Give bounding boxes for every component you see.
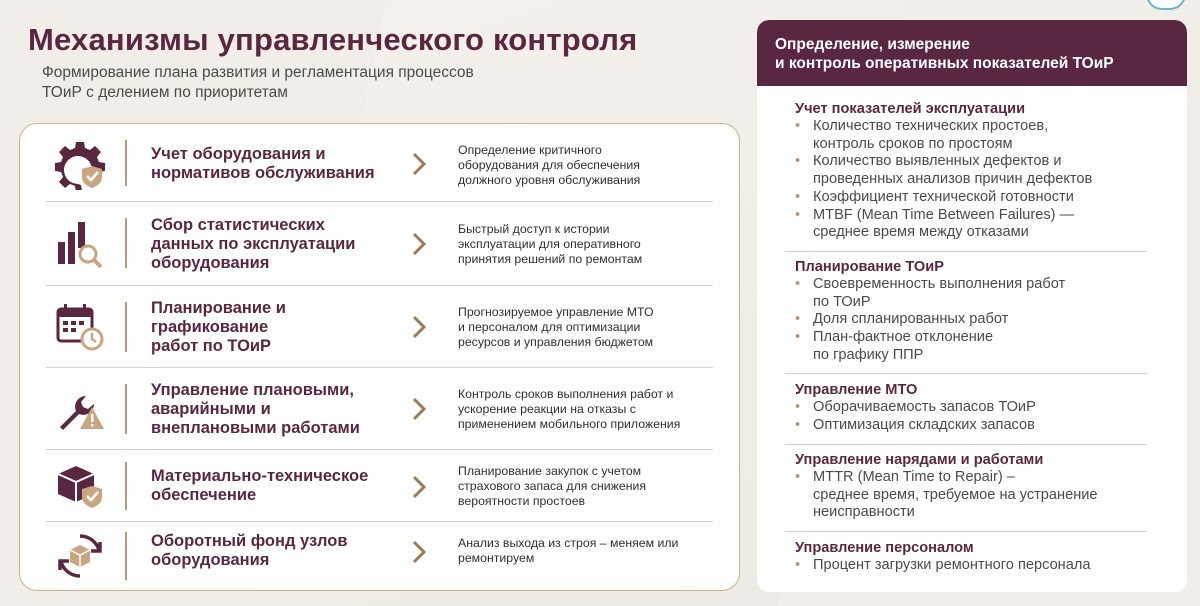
kpi-section bbox=[795, 451, 1165, 522]
kpi-item: • MTBF (Mean Time Between Failures) — среднее время между отказами bbox=[795, 206, 1075, 241]
row-separator bbox=[125, 384, 127, 434]
mechanism-row[interactable] bbox=[20, 124, 740, 202]
mechanism-title: Планирование и графикование работ по ТОиР bbox=[151, 299, 286, 355]
page-title: Механизмы управленческого контроля bbox=[28, 22, 638, 57]
kpi-item: • План-фактное отклонение по графику ППР bbox=[795, 329, 994, 363]
mechanism-description: Быстрый доступ к истории эксплуатации для оперативного принятия решений по ремонтам bbox=[458, 222, 643, 266]
row-separator bbox=[125, 302, 127, 352]
kpi-section-title: Управление персоналом bbox=[795, 540, 974, 556]
gear-shield-icon bbox=[54, 138, 106, 190]
mechanism-title: Управление плановыми, аварийными и внеплановыми работами bbox=[151, 381, 360, 437]
kpi-section bbox=[795, 539, 1165, 575]
mechanism-description: Определение критичного оборудования для обеспечения должного уровня обслуживания bbox=[458, 143, 641, 187]
cycle-box-icon bbox=[54, 530, 106, 582]
kpi-item: • Оборачиваемость запасов ТОиР bbox=[795, 399, 1036, 415]
kpi-item: • Доля спланированных работ bbox=[795, 311, 1009, 328]
kpi-item: • Коэффициент технической готовности bbox=[795, 188, 1074, 205]
mechanism-title: Сбор статистических данных по эксплуатации оборудования bbox=[151, 216, 356, 272]
wrench-warning-icon bbox=[54, 383, 106, 435]
kpi-item: • MTTR (Mean Time to Repair) – среднее время, требуемое на устранение неисправности bbox=[795, 469, 1098, 521]
kpi-section-title: Учет показателей эксплуатации bbox=[795, 101, 1026, 117]
calendar-clock-icon bbox=[54, 301, 106, 353]
kpi-section bbox=[795, 100, 1165, 242]
mechanism-title: Материально-техническое обеспечение bbox=[151, 467, 369, 504]
mechanism-description: Прогнозируемое управление МТО и персоналом для оптимизации ресурсов и управления бюджетом bbox=[458, 305, 654, 349]
kpi-section bbox=[795, 258, 1165, 365]
mechanism-row[interactable] bbox=[20, 286, 740, 368]
kpi-section bbox=[795, 381, 1165, 434]
kpi-item: • Оптимизация складских запасов bbox=[795, 416, 1035, 433]
kpi-panel-header bbox=[757, 20, 1187, 86]
mechanism-row[interactable] bbox=[20, 522, 740, 591]
page-subtitle: Формирование плана развития и регламентация процессов ТОиР с делением по приоритетам bbox=[42, 64, 474, 101]
row-separator bbox=[125, 218, 127, 268]
kpi-item: • Количество выявленных дефектов и проведенных анализов причин дефектов bbox=[795, 153, 1093, 188]
chevron-right-icon bbox=[410, 151, 428, 177]
row-separator bbox=[125, 140, 127, 186]
section-divider bbox=[785, 531, 1147, 532]
mechanism-row[interactable] bbox=[20, 368, 740, 450]
chevron-right-icon bbox=[410, 231, 428, 257]
chevron-right-icon bbox=[410, 396, 428, 422]
mechanism-row[interactable] bbox=[20, 450, 740, 522]
section-divider bbox=[785, 444, 1147, 445]
box-shield-icon bbox=[54, 460, 106, 512]
chevron-right-icon bbox=[410, 539, 428, 565]
kpi-item: • Процент загрузки ремонтного персонала bbox=[795, 557, 1091, 573]
row-separator bbox=[125, 462, 127, 510]
kpi-panel-title: Определение, измерение и контроль оперативных показателей ТОиР bbox=[775, 36, 1114, 72]
chevron-right-icon bbox=[410, 314, 428, 340]
kpi-item: • Своевременность выполнения работ по ТОиР bbox=[795, 276, 1066, 310]
mechanism-title: Оборотный фонд узлов оборудования bbox=[151, 532, 348, 569]
kpi-panel bbox=[757, 20, 1187, 592]
mechanism-row[interactable] bbox=[20, 202, 740, 286]
kpi-item: • Количество технических простоев, контроль сроков по простоям bbox=[795, 118, 1049, 152]
mechanism-description: Анализ выхода из строя – меняем или ремонтируем bbox=[458, 536, 679, 565]
section-divider bbox=[785, 373, 1147, 374]
chevron-right-icon bbox=[410, 474, 428, 500]
mechanism-description: Контроль сроков выполнения работ и ускорение реакции на отказы с применением мобильного приложения bbox=[458, 387, 681, 431]
mechanism-title: Учет оборудования и нормативов обслуживания bbox=[151, 145, 375, 182]
bar-chart-magnifier-icon bbox=[54, 218, 106, 270]
corner-logo bbox=[1146, 0, 1186, 10]
row-separator bbox=[125, 532, 127, 580]
mechanism-description: Планирование закупок с учетом страхового запаса для снижения вероятности простоев bbox=[458, 464, 647, 508]
mechanisms-panel bbox=[19, 123, 740, 591]
kpi-section-title: Управление МТО bbox=[795, 382, 918, 398]
kpi-section-title: Планирование ТОиР bbox=[795, 259, 944, 275]
section-divider bbox=[785, 251, 1147, 252]
kpi-section-title: Управление нарядами и работами bbox=[795, 452, 1044, 468]
